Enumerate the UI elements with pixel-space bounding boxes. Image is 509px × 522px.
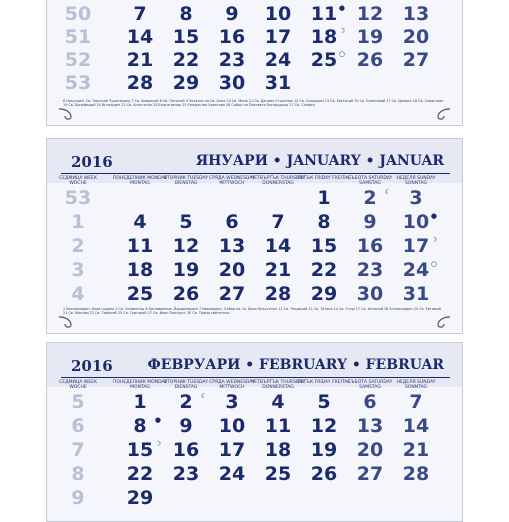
week-number: 4 bbox=[71, 283, 85, 305]
weekday-label: СЕДМИЦА WEEK WOCHE bbox=[59, 176, 97, 186]
day-cell bbox=[163, 49, 209, 71]
day-number: 26 bbox=[356, 49, 384, 71]
spiral-clip-icon bbox=[57, 315, 75, 329]
day-number: 13 bbox=[356, 415, 384, 437]
weekday-label: НЕДЕЛЯ SUNDAY SONNTAG bbox=[396, 380, 436, 390]
weekday-label: ПОНЕДЕЛНИК MONDAY MONTAG bbox=[113, 380, 167, 390]
day-cell bbox=[117, 211, 163, 233]
day-cell bbox=[117, 283, 163, 305]
moon-phase-icon: ● bbox=[338, 4, 345, 12]
day-cell bbox=[255, 463, 301, 485]
day-number: 1 bbox=[317, 187, 331, 209]
day-cell bbox=[117, 26, 163, 48]
moon-phase-icon: ● bbox=[154, 416, 161, 424]
day-cell bbox=[393, 211, 439, 233]
day-number: 13 bbox=[402, 3, 430, 25]
moon-phase-icon: ● bbox=[430, 212, 437, 220]
weekday-label: СЕДМИЦА WEEK WOCHE bbox=[59, 380, 97, 390]
week-number: 9 bbox=[71, 487, 85, 509]
spiral-clip-icon bbox=[434, 107, 452, 121]
day-cell bbox=[163, 72, 209, 94]
day-cell bbox=[163, 391, 209, 413]
day-number: 11 bbox=[264, 415, 292, 437]
moon-phase-icon: ○ bbox=[338, 50, 345, 58]
day-number: 15 bbox=[310, 235, 338, 257]
day-number: 26 bbox=[310, 463, 338, 485]
weekday-label: НЕДЕЛЯ SUNDAY SONNTAG bbox=[396, 176, 436, 186]
day-number: 9 bbox=[179, 415, 193, 437]
month-header bbox=[61, 357, 450, 375]
day-cell bbox=[301, 415, 347, 437]
day-number: 9 bbox=[225, 3, 239, 25]
week-number: 52 bbox=[64, 49, 92, 71]
day-number: 21 bbox=[264, 259, 292, 281]
week-number: 8 bbox=[71, 463, 85, 485]
day-cell bbox=[347, 49, 393, 71]
weekday-label: ЧЕТВЪРТЪК THURSDAY DONNERSTAG bbox=[251, 380, 305, 390]
day-number: 20 bbox=[402, 26, 430, 48]
day-number: 30 bbox=[356, 283, 384, 305]
day-cell bbox=[255, 235, 301, 257]
day-number: 24 bbox=[402, 259, 430, 281]
day-cell bbox=[347, 391, 393, 413]
day-number: 19 bbox=[356, 26, 384, 48]
day-cell bbox=[301, 235, 347, 257]
day-cell bbox=[393, 187, 439, 209]
day-number: 16 bbox=[172, 439, 200, 461]
day-cell bbox=[117, 391, 163, 413]
day-cell bbox=[209, 49, 255, 71]
day-cell bbox=[209, 415, 255, 437]
day-cell bbox=[393, 259, 439, 281]
day-cell bbox=[163, 463, 209, 485]
day-cell bbox=[117, 72, 163, 94]
moon-phase-icon: ○ bbox=[430, 260, 437, 268]
week-number: 53 bbox=[64, 72, 92, 94]
day-number: 31 bbox=[402, 283, 430, 305]
calendar-sheet-january bbox=[46, 138, 463, 334]
day-number: 15 bbox=[126, 439, 154, 461]
day-cell bbox=[163, 259, 209, 281]
day-cell bbox=[255, 439, 301, 461]
year-label: 2016 bbox=[71, 357, 113, 375]
day-cell bbox=[209, 211, 255, 233]
day-number: 23 bbox=[356, 259, 384, 281]
day-number: 12 bbox=[310, 415, 338, 437]
weekday-label: СРЯДА WEDNESDAY MITTWOCH bbox=[209, 380, 255, 390]
day-cell bbox=[301, 259, 347, 281]
weekday-label: ПЕТЪК FRIDAY FREITAG bbox=[297, 176, 351, 181]
day-number: 6 bbox=[225, 211, 239, 233]
week-number: 7 bbox=[71, 439, 85, 461]
day-number: 8 bbox=[317, 211, 331, 233]
day-number: 1 bbox=[133, 391, 147, 413]
day-number: 3 bbox=[225, 391, 239, 413]
weekday-label: ПОНЕДЕЛНИК MONDAY MONTAG bbox=[113, 176, 167, 186]
day-number: 22 bbox=[310, 259, 338, 281]
weekday-label: ЧЕТВЪРТЪК THURSDAY DONNERSTAG bbox=[251, 176, 305, 186]
day-cell bbox=[347, 463, 393, 485]
day-cell bbox=[301, 3, 347, 25]
day-number: 3 bbox=[409, 187, 423, 209]
day-cell bbox=[209, 259, 255, 281]
day-cell bbox=[209, 463, 255, 485]
day-number: 19 bbox=[310, 439, 338, 461]
day-number: 11 bbox=[310, 3, 338, 25]
day-number: 31 bbox=[264, 72, 292, 94]
header-rule bbox=[61, 377, 450, 378]
month-header bbox=[61, 153, 450, 171]
day-cell bbox=[347, 187, 393, 209]
day-number: 4 bbox=[133, 211, 147, 233]
day-number: 30 bbox=[218, 72, 246, 94]
day-cell bbox=[393, 463, 439, 485]
day-number: 12 bbox=[172, 235, 200, 257]
day-cell bbox=[301, 391, 347, 413]
weekday-label: СЪБОТА SATURDAY SAMSTAG bbox=[347, 380, 393, 390]
day-number: 29 bbox=[126, 487, 154, 509]
day-cell bbox=[209, 235, 255, 257]
day-number: 17 bbox=[264, 26, 292, 48]
day-cell bbox=[347, 283, 393, 305]
day-number: 18 bbox=[264, 439, 292, 461]
day-number: 20 bbox=[356, 439, 384, 461]
week-number: 6 bbox=[71, 415, 85, 437]
day-cell bbox=[209, 391, 255, 413]
day-number: 8 bbox=[179, 3, 193, 25]
day-cell bbox=[209, 3, 255, 25]
day-cell bbox=[301, 283, 347, 305]
weekday-label: ВТОРНИК TUESDAY DIENSTAG bbox=[163, 380, 209, 390]
day-cell bbox=[393, 415, 439, 437]
day-number: 17 bbox=[218, 439, 246, 461]
day-number: 27 bbox=[218, 283, 246, 305]
week-number: 53 bbox=[64, 187, 92, 209]
day-number: 22 bbox=[172, 49, 200, 71]
day-number: 16 bbox=[356, 235, 384, 257]
day-number: 14 bbox=[126, 26, 154, 48]
day-number: 26 bbox=[172, 283, 200, 305]
day-cell bbox=[255, 283, 301, 305]
day-number: 8 bbox=[133, 415, 147, 437]
day-cell bbox=[301, 187, 347, 209]
day-cell bbox=[347, 26, 393, 48]
day-cell bbox=[393, 3, 439, 25]
day-number: 24 bbox=[218, 463, 246, 485]
day-number: 16 bbox=[218, 26, 246, 48]
week-number: 51 bbox=[64, 26, 92, 48]
day-cell bbox=[255, 72, 301, 94]
day-number: 10 bbox=[402, 211, 430, 233]
day-number: 28 bbox=[126, 72, 154, 94]
calendar-sheet-december bbox=[46, 0, 463, 126]
day-number: 5 bbox=[179, 211, 193, 233]
day-number: 23 bbox=[218, 49, 246, 71]
day-number: 2 bbox=[179, 391, 193, 413]
day-cell bbox=[117, 3, 163, 25]
day-number: 28 bbox=[264, 283, 292, 305]
day-number: 7 bbox=[133, 3, 147, 25]
weekday-label: ПЕТЪК FRIDAY FREITAG bbox=[297, 380, 351, 385]
day-number: 18 bbox=[126, 259, 154, 281]
moon-phase-icon: ☽ bbox=[154, 440, 161, 448]
day-number: 5 bbox=[317, 391, 331, 413]
week-number: 3 bbox=[71, 259, 85, 281]
moon-phase-icon: ☾ bbox=[384, 188, 391, 196]
day-cell bbox=[393, 439, 439, 461]
day-cell bbox=[393, 26, 439, 48]
day-number: 22 bbox=[126, 463, 154, 485]
day-number: 29 bbox=[172, 72, 200, 94]
day-number: 21 bbox=[402, 439, 430, 461]
day-number: 13 bbox=[218, 235, 246, 257]
year-label: 2016 bbox=[71, 153, 113, 171]
day-cell bbox=[117, 235, 163, 257]
day-number: 4 bbox=[271, 391, 285, 413]
day-number: 10 bbox=[264, 3, 292, 25]
header-rule bbox=[61, 173, 450, 174]
day-number: 20 bbox=[218, 259, 246, 281]
day-cell bbox=[117, 487, 163, 509]
calendar-sheet-february bbox=[46, 342, 463, 522]
day-cell bbox=[255, 3, 301, 25]
namedays-notes: 1 Васильовден. Нова година 2 Св. Силвестър 6 Богоявление. Йордановден 7 Ивановден. Събор на Св. Йоан Кръстител 11 Св. Теодосий 12 Св. Татяна 14 Св. Отци 17 Св. Антоний 18 Атанасовден 20 Св. Евтимий 21 Св. Максим 22 Св. Тимотей 25 Св. Григорий 27 Св. Йоан Златоуст 30 Св. Трима светители bbox=[63, 307, 441, 316]
day-cell bbox=[255, 211, 301, 233]
day-cell bbox=[209, 283, 255, 305]
day-cell bbox=[255, 26, 301, 48]
day-cell bbox=[163, 235, 209, 257]
weekday-label: СЪБОТА SATURDAY SAMSTAG bbox=[347, 176, 393, 186]
day-number: 27 bbox=[402, 49, 430, 71]
week-number: 2 bbox=[71, 235, 85, 257]
day-number: 10 bbox=[218, 415, 246, 437]
day-cell bbox=[301, 463, 347, 485]
day-cell bbox=[301, 49, 347, 71]
day-cell bbox=[393, 235, 439, 257]
moon-phase-icon: ☽ bbox=[430, 236, 437, 244]
day-cell bbox=[209, 72, 255, 94]
moon-phase-icon: ☽ bbox=[338, 27, 345, 35]
day-number: 14 bbox=[264, 235, 292, 257]
month-title: ЯНУАРИ • JANUARY • JANUAR bbox=[195, 153, 444, 169]
day-cell bbox=[163, 211, 209, 233]
day-cell bbox=[163, 283, 209, 305]
day-cell bbox=[117, 49, 163, 71]
day-cell bbox=[255, 259, 301, 281]
day-cell bbox=[255, 49, 301, 71]
day-cell bbox=[163, 3, 209, 25]
day-number: 6 bbox=[363, 391, 377, 413]
day-number: 2 bbox=[363, 187, 377, 209]
weekday-label: СРЯДА WEDNESDAY MITTWOCH bbox=[209, 176, 255, 186]
weekday-label: ВТОРНИК TUESDAY DIENSTAG bbox=[163, 176, 209, 186]
day-cell bbox=[163, 439, 209, 461]
day-cell bbox=[255, 391, 301, 413]
day-number: 17 bbox=[402, 235, 430, 257]
day-number: 14 bbox=[402, 415, 430, 437]
namedays-notes: 6 Никулден. Св. Николай Чудотворец 7 Св. Амвросий 8 Св. Патапий 9 Зачатие на Св. Анна 10 Св. Мина 11 Св. Даниил Стълпник 12 Св. Спиридон 13 Св. Евстатий 15 Св. Елевтерий 17 Св. Даниил 18 Св. Севастиан 19 Св. Бонифаций 20 Игнажден 22 Св. Анастасия 24 Бъдни вечер 25 Рождество Христово 26 Събор на Пресвета Богородица 27 Св. Стефан bbox=[63, 99, 444, 108]
day-cell bbox=[209, 439, 255, 461]
day-cell bbox=[393, 283, 439, 305]
day-cell bbox=[117, 439, 163, 461]
day-cell bbox=[255, 415, 301, 437]
day-number: 11 bbox=[126, 235, 154, 257]
day-number: 9 bbox=[363, 211, 377, 233]
day-number: 29 bbox=[310, 283, 338, 305]
day-cell bbox=[117, 415, 163, 437]
day-number: 25 bbox=[310, 49, 338, 71]
day-cell bbox=[163, 415, 209, 437]
day-cell bbox=[301, 211, 347, 233]
day-cell bbox=[347, 439, 393, 461]
spiral-clip-icon bbox=[57, 107, 75, 121]
day-number: 24 bbox=[264, 49, 292, 71]
day-number: 28 bbox=[402, 463, 430, 485]
day-cell bbox=[347, 259, 393, 281]
week-number: 1 bbox=[71, 211, 85, 233]
day-number: 21 bbox=[126, 49, 154, 71]
day-cell bbox=[393, 391, 439, 413]
spiral-clip-icon bbox=[434, 315, 452, 329]
day-number: 7 bbox=[271, 211, 285, 233]
day-number: 25 bbox=[126, 283, 154, 305]
day-cell bbox=[117, 259, 163, 281]
day-cell bbox=[347, 3, 393, 25]
day-cell bbox=[347, 235, 393, 257]
day-cell bbox=[347, 415, 393, 437]
day-number: 23 bbox=[172, 463, 200, 485]
day-number: 27 bbox=[356, 463, 384, 485]
day-number: 7 bbox=[409, 391, 423, 413]
day-number: 12 bbox=[356, 3, 384, 25]
day-number: 18 bbox=[310, 26, 338, 48]
day-cell bbox=[163, 26, 209, 48]
week-number: 50 bbox=[64, 3, 92, 25]
day-cell bbox=[209, 26, 255, 48]
moon-phase-icon: ☾ bbox=[200, 392, 207, 400]
day-cell bbox=[117, 463, 163, 485]
day-cell bbox=[347, 211, 393, 233]
day-number: 15 bbox=[172, 26, 200, 48]
day-number: 25 bbox=[264, 463, 292, 485]
month-title: ФЕВРУАРИ • FEBRUARY • FEBRUAR bbox=[147, 357, 444, 373]
day-number: 19 bbox=[172, 259, 200, 281]
week-number: 5 bbox=[71, 391, 85, 413]
day-cell bbox=[301, 439, 347, 461]
day-cell bbox=[301, 26, 347, 48]
day-cell bbox=[393, 49, 439, 71]
